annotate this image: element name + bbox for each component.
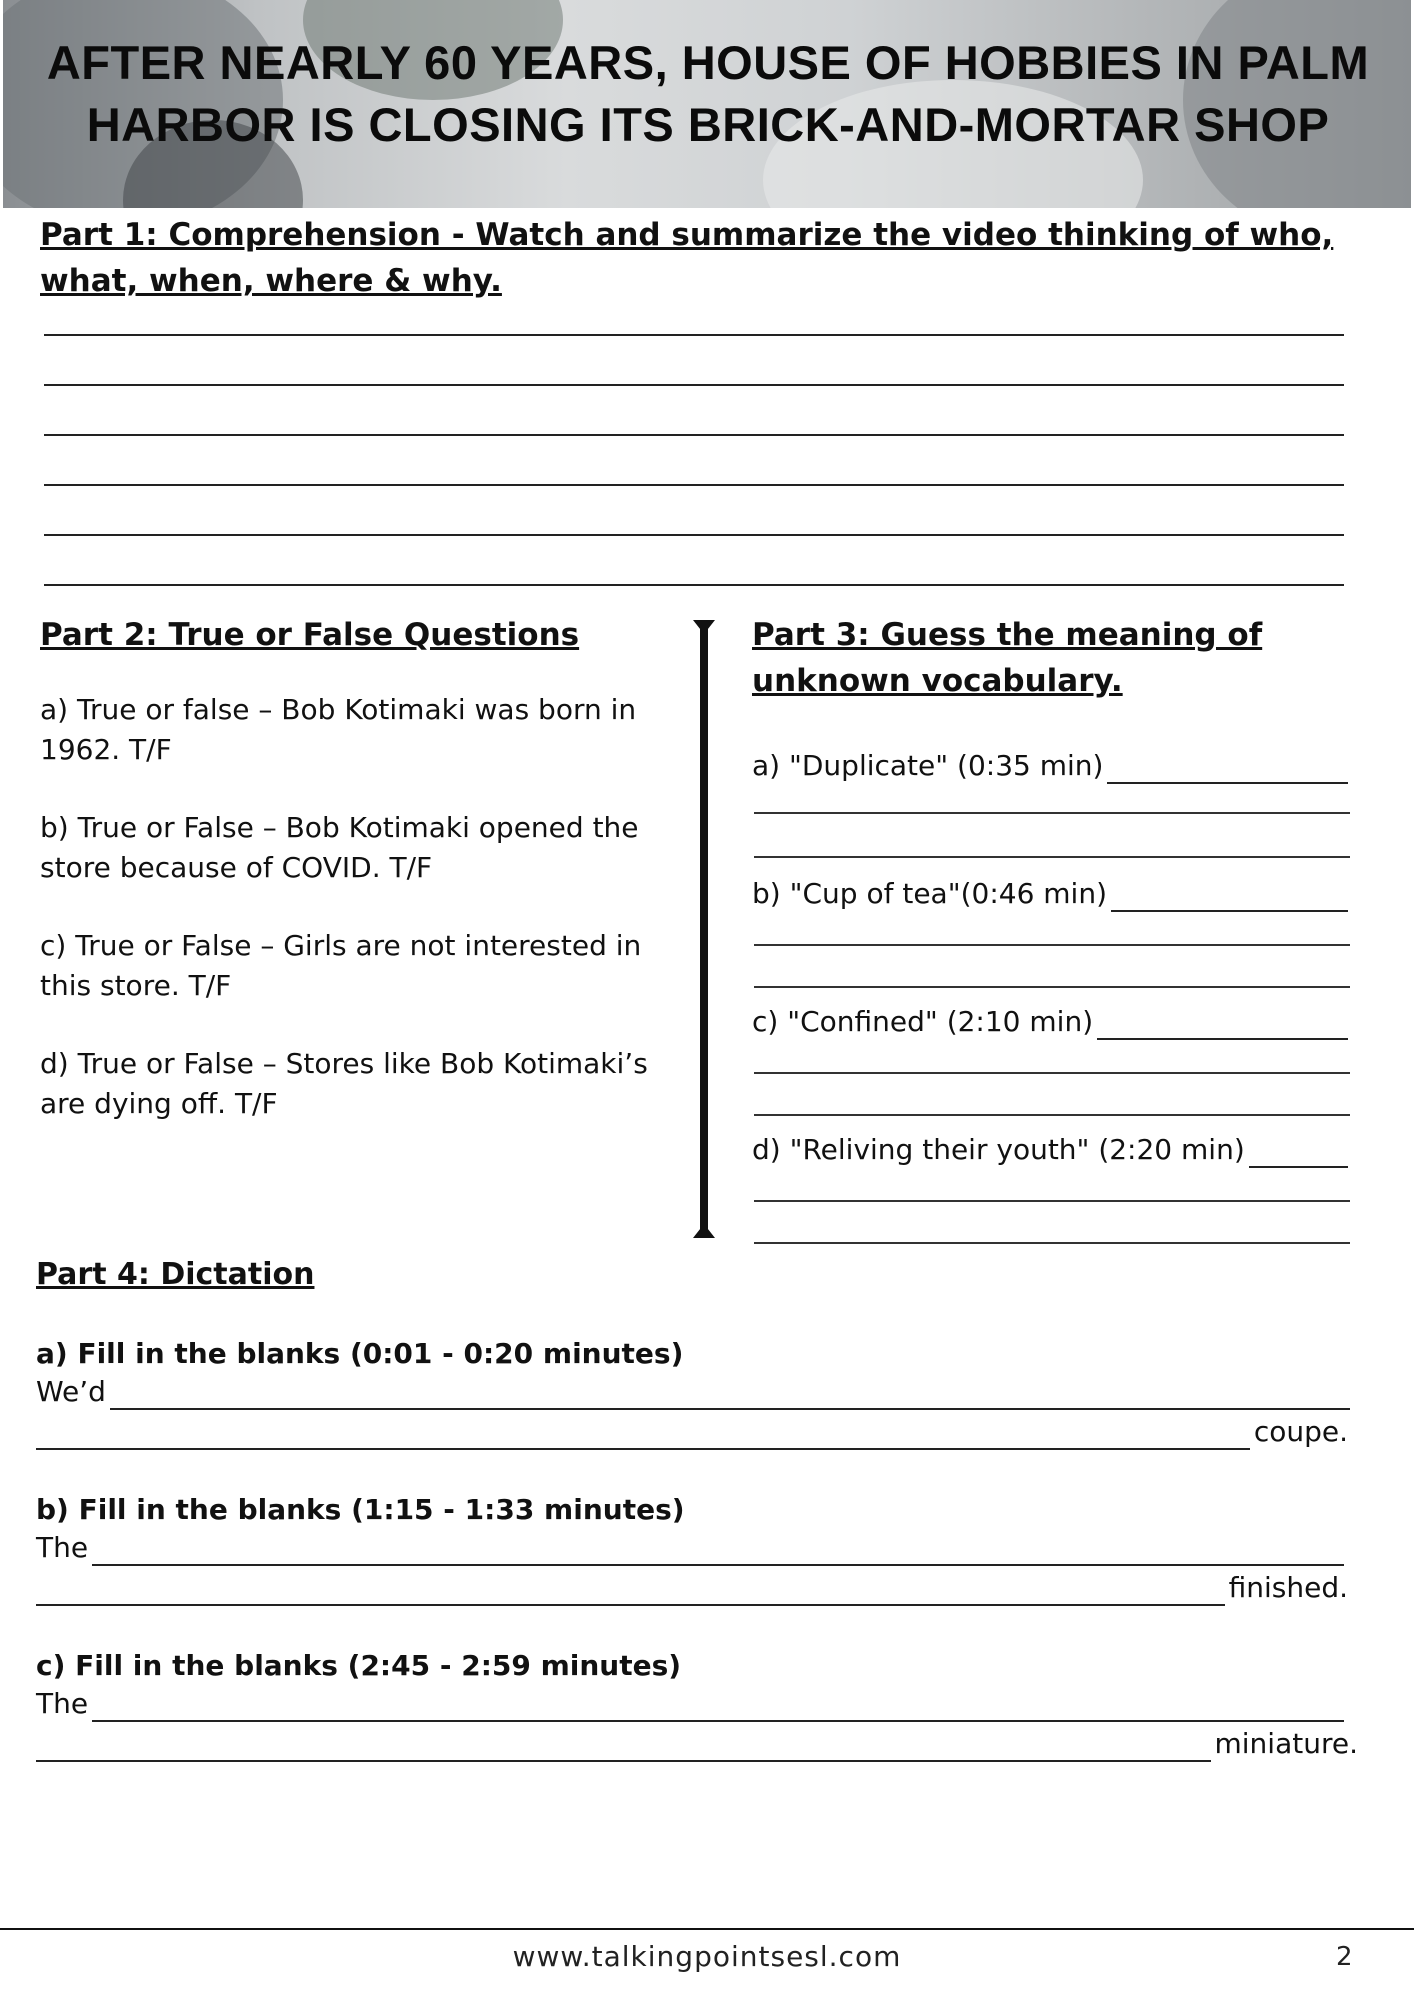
tf-question-a: a) True or false – Bob Kotimaki was born in 1962. T/F: [40, 693, 637, 766]
answer-line[interactable]: [44, 534, 1344, 536]
vocab-item-c[interactable]: [752, 1004, 1352, 1040]
vocab-blank[interactable]: [1107, 756, 1348, 784]
dictation-blank[interactable]: [36, 1422, 1250, 1450]
dictation-a-row2[interactable]: [36, 1414, 1348, 1450]
answer-line[interactable]: [44, 334, 1344, 336]
header-banner: [3, 0, 1411, 208]
dictation-blank[interactable]: [110, 1382, 1350, 1410]
page-title: AFTER NEARLY 60 YEARS, HOUSE OF HOBBIES IN PALM HARBOR IS CLOSING ITS BRICK-AND-MORTAR SHOP: [46, 36, 1370, 151]
dictation-c-end: miniature.: [1214, 1727, 1358, 1760]
vocab-item-a[interactable]: [752, 748, 1352, 784]
dictation-a-start: We’d: [36, 1375, 106, 1408]
vocab-line[interactable]: [754, 1200, 1350, 1202]
dictation-c-start: The: [36, 1687, 89, 1720]
column-divider: [700, 626, 708, 1232]
dictation-b-row1[interactable]: [36, 1530, 1348, 1566]
dictation-a-end: coupe.: [1253, 1415, 1348, 1448]
answer-line[interactable]: [44, 434, 1344, 436]
vocab-line[interactable]: [754, 856, 1350, 858]
dictation-b-label: b) Fill in the blanks (1:15 - 1:33 minutes): [36, 1493, 685, 1526]
vocab-blank[interactable]: [1097, 1012, 1348, 1040]
vocab-line[interactable]: [754, 986, 1350, 988]
vocab-line[interactable]: [754, 944, 1350, 946]
vocab-line[interactable]: [754, 1114, 1350, 1116]
vocab-line[interactable]: [754, 812, 1350, 814]
vocab-item-b[interactable]: [752, 876, 1352, 912]
dictation-a-row1[interactable]: [36, 1374, 1354, 1410]
dictation-c-row2[interactable]: [36, 1726, 1358, 1762]
dictation-blank[interactable]: [36, 1578, 1225, 1606]
part2-heading: Part 2: True or False Questions: [40, 617, 580, 653]
vocab-item-d[interactable]: [752, 1132, 1352, 1168]
page-number: 2: [1336, 1942, 1353, 1972]
tf-question-c: c) True or False – Girls are not interested in this store. T/F: [40, 929, 642, 1002]
divider-bottom-cap: [693, 1224, 715, 1238]
vocab-label-c: c) "Confined" (2:10 min): [752, 1005, 1094, 1038]
part1-heading-line2: what, when, where & why.: [40, 263, 502, 299]
tf-question-b: b) True or False – Bob Kotimaki opened the store because of COVID. T/F: [40, 811, 639, 884]
dictation-c-label: c) Fill in the blanks (2:45 - 2:59 minutes): [36, 1649, 682, 1682]
part1-heading-line1: Part 1: Comprehension - Watch and summarize the video thinking of who,: [40, 217, 1334, 253]
vocab-line[interactable]: [754, 1242, 1350, 1244]
vocab-blank[interactable]: [1111, 884, 1348, 912]
vocab-label-b: b) "Cup of tea"(0:46 min): [752, 877, 1108, 910]
tf-question-d: d) True or False – Stores like Bob Kotimaki’s are dying off. T/F: [40, 1047, 648, 1120]
answer-line[interactable]: [44, 484, 1344, 486]
dictation-b-row2[interactable]: [36, 1570, 1348, 1606]
part3-heading-line2: unknown vocabulary.: [752, 663, 1123, 699]
dictation-blank[interactable]: [92, 1694, 1344, 1722]
dictation-b-start: The: [36, 1531, 89, 1564]
answer-line[interactable]: [44, 384, 1344, 386]
part4-heading: Part 4: Dictation: [36, 1257, 315, 1292]
answer-line[interactable]: [44, 584, 1344, 586]
footer-divider: [0, 1928, 1414, 1930]
dictation-b-end: finished.: [1228, 1571, 1348, 1604]
dictation-a-label: a) Fill in the blanks (0:01 - 0:20 minutes): [36, 1337, 684, 1370]
part3-heading-line1: Part 3: Guess the meaning of: [752, 617, 1263, 653]
vocab-blank[interactable]: [1249, 1140, 1348, 1168]
dictation-blank[interactable]: [92, 1538, 1344, 1566]
vocab-label-a: a) "Duplicate" (0:35 min): [752, 749, 1104, 782]
dictation-blank[interactable]: [36, 1734, 1211, 1762]
footer-url[interactable]: www.talkingpointsesl.com: [512, 1940, 902, 1973]
vocab-line[interactable]: [754, 1072, 1350, 1074]
dictation-c-row1[interactable]: [36, 1686, 1348, 1722]
vocab-label-d: d) "Reliving their youth" (2:20 min): [752, 1133, 1245, 1166]
